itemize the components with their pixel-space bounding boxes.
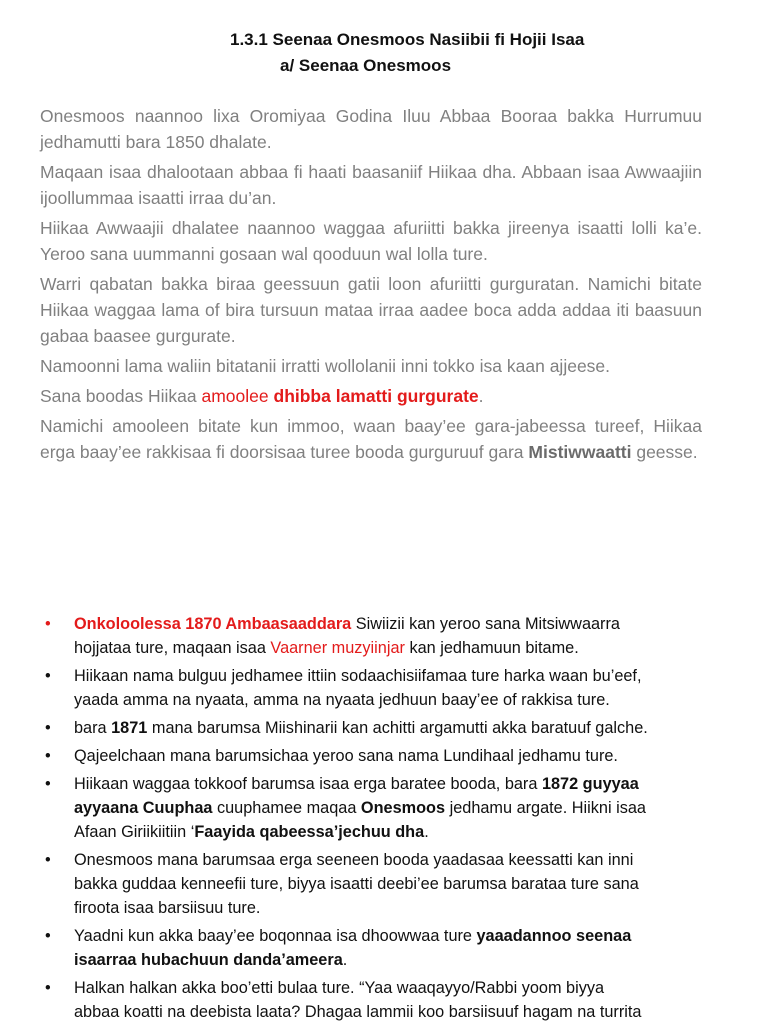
bullet-5-meaning: Faayida qabeessa’jechuu dha	[194, 823, 425, 841]
bullet-dot: •	[45, 667, 51, 685]
paragraph-4-line-2: Namichi bitate Hiikaa waggaa lama of bira tursuun mataa irraa aadee	[40, 274, 702, 320]
paragraph-7-line-3-post: geesse.	[631, 442, 698, 462]
paragraph-5-line-1: Namoonni lama waliin bitatanii irratti wollolanii inni tokko isa kaan	[40, 356, 545, 376]
paragraph-6-post: .	[478, 386, 484, 406]
paragraph-7-line-2: tureef, Hiikaa erga baay’ee rakkisaa fi doorsisaa turee booda gurguruuf	[40, 416, 702, 462]
list-item	[45, 612, 745, 660]
bullet-5-line-3-pre: Afaan Giriikiitiin ‘	[74, 823, 195, 841]
paragraph-7-place: Mistiwwaatti	[528, 442, 632, 462]
paragraph-3-line-2: lolli ka’e. Yeroo sana uummanni gosaan wal qooduun wal lolla ture.	[40, 218, 702, 264]
list-item	[45, 716, 745, 740]
bullet-1-line-2-pre: hojjataa ture, maqaan isaa	[74, 639, 271, 657]
paragraph-6-highlight: amoolee	[201, 386, 274, 406]
paragraph-4	[40, 271, 702, 349]
bullet-6-line-3: firoota isaa barsiisuu ture.	[74, 899, 261, 917]
list-item	[45, 744, 745, 768]
bullet-dot: •	[45, 927, 51, 945]
bullet-dot: •	[45, 747, 51, 765]
bullet-8-line-1: Halkan halkan akka boo’etti bulaa ture. “Yaa waaqayyo/Rabbi yoom biyya	[74, 979, 605, 997]
bullet-3-year: 1871	[111, 719, 148, 737]
bullet-8-line-2: abbaa koatti na deebista laata? Dhagaa lammii koo barsiisuuf hagam na turrita	[74, 1003, 642, 1021]
bullet-6-line-2: bakka guddaa kenneefii ture, biyya isaatti deebi’ee barumsa barataa ture sana	[74, 875, 639, 893]
bullet-7-bold-1: yaaadannoo seenaa	[476, 927, 632, 945]
section-subtitle: a/ Seenaa Onesmoos	[280, 56, 452, 75]
list-item	[45, 924, 745, 972]
paragraph-7-line-3-pre: gara	[488, 442, 529, 462]
bullet-1-line-2-post: kan jedhamuun bitame.	[404, 639, 579, 657]
paragraph-2-line-1: Maqaan isaa dhalootaan abbaa fi haati baasaniif Hiikaa dha. Abbaan	[40, 162, 582, 182]
list-item	[45, 664, 745, 712]
paragraph-2	[40, 159, 702, 211]
paragraph-6	[40, 383, 702, 409]
bullet-1-highlight: Onkoloolessa 1870 Ambaasaaddara	[74, 615, 352, 633]
bullet-7-line-1-pre: Yaadni kun akka baay’ee boqonnaa isa dhoowwaa ture	[74, 927, 477, 945]
paragraph-4-line-1: Warri qabatan bakka biraa geessuun gatii loon afuriitti gurguratan.	[40, 274, 580, 294]
paragraph-6-highlight-bold: dhibba lamatti gurgurate	[273, 386, 479, 406]
paragraph-5	[40, 353, 702, 379]
bullet-4-text: Qajeelchaan mana barumsichaa yeroo sana nama Lundihaal jedhamu ture.	[74, 747, 618, 765]
bullet-dot: •	[45, 851, 51, 869]
section-title: 1.3.1 Seenaa Onesmoos Nasiibii fi Hojii Isaa	[230, 30, 585, 49]
bullet-5-line-1-pre: Hiikaan waggaa tokkoof barumsa isaa erga baratee booda, bara	[74, 775, 542, 793]
bullet-list	[45, 612, 745, 1028]
paragraph-7	[40, 413, 702, 465]
bullet-7-line-2-post: .	[342, 951, 348, 969]
bullet-7-bold-2: isaarraa hubachuun danda’ameera	[74, 951, 343, 969]
paragraph-1-line-1: Onesmoos naannoo lixa Oromiyaa Godina Iluu Abbaa Booraa bakka	[40, 106, 614, 126]
bullet-5-date: 1872 guyyaa	[541, 775, 639, 793]
bullet-5-new-name: Onesmoos	[360, 799, 446, 817]
bullet-2-line-1: Hiikaan nama bulguu jedhamee ittiin sodaachisiifamaa ture harka waan bu’eef,	[74, 667, 642, 685]
bullet-1-name: Vaarner muzyiinjar	[270, 639, 405, 657]
bullet-dot: •	[45, 719, 51, 737]
paragraph-3	[40, 215, 702, 267]
paragraph-2-line-2: isaa Awwaajiin ijoollummaa isaatti irraa du’an.	[40, 162, 702, 208]
bullet-5-line-2-mid: cuuphamee maqaa	[212, 799, 361, 817]
paragraph-5-line-2: ajjeese.	[549, 356, 611, 376]
paragraph-7-line-1: Namichi amooleen bitate kun immoo, waan baay’ee gara-jabeessa	[40, 416, 586, 436]
bullet-dot: •	[45, 615, 51, 633]
paragraph-4-line-3: boca adda addaa iti baasuun gabaa baasee gurgurate.	[40, 300, 702, 346]
paragraph-6-pre: Sana boodas Hiikaa	[40, 386, 202, 406]
bullet-5-line-2-post: jedhamu argate. Hiikni isaa	[445, 799, 646, 817]
paragraph-1	[40, 103, 702, 155]
bullet-3-post: mana barumsa Miishinarii kan achitti argamutti akka baratuuf galche.	[147, 719, 648, 737]
paragraph-3-line-1: Hiikaa Awwaajii dhalatee naannoo waggaa afuriitti bakka jireenya isaatti	[40, 218, 624, 238]
bullet-5-feast: ayyaana Cuuphaa	[74, 799, 213, 817]
bullet-dot: •	[45, 979, 51, 997]
list-item	[45, 772, 745, 844]
paragraph-1-line-2: Hurrumuu jedhamutti bara 1850 dhalate.	[40, 106, 702, 152]
list-item	[45, 976, 745, 1024]
bullet-3-pre: bara	[74, 719, 112, 737]
bullet-2-line-2: yaada amma na nyaata, amma na nyaata jedhuun baay’ee of rakkisa ture.	[74, 691, 610, 709]
bullet-dot: •	[45, 775, 51, 793]
bullet-1-text: Siwiizii kan yeroo sana Mitsiwwaarra	[351, 615, 620, 633]
intro-paragraphs	[40, 103, 702, 469]
bullet-6-line-1: Onesmoos mana barumsaa erga seeneen booda yaadasaa keessatti kan inni	[74, 851, 634, 869]
bullet-5-line-3-post: .	[424, 823, 429, 841]
list-item	[45, 848, 745, 920]
